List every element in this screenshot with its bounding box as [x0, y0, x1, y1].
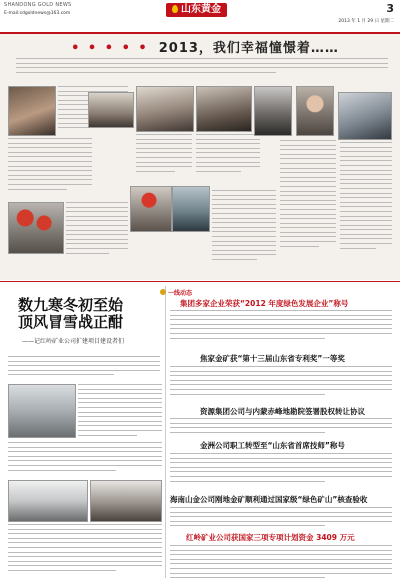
- photo-office-worker: [8, 86, 56, 136]
- feature-title-line1: 数九寒冬初至始: [18, 296, 124, 314]
- brand-english: SHANDONG GOLD NEWS: [4, 2, 72, 8]
- article-column-6: [280, 140, 336, 270]
- photo-man-at-computer: [338, 92, 392, 140]
- photo-two-workers: [88, 92, 134, 128]
- article-column-5: [212, 190, 276, 270]
- top-feature-headline: [0, 37, 400, 56]
- article-column-4: [196, 134, 260, 182]
- photo-lab-worker: [172, 186, 210, 232]
- feature-body-3: [8, 524, 162, 580]
- article-column-1: [8, 138, 92, 198]
- article-column-7: [340, 142, 392, 270]
- headline-dots-left: • • • • •: [71, 41, 149, 56]
- news-headline-2: 焦家金矿获“第十三届山东省专利奖”一等奖: [200, 354, 345, 363]
- news-body-4: [170, 453, 392, 491]
- feature-title: [18, 297, 148, 331]
- section-divider: [0, 281, 400, 282]
- photo-red-hats: [8, 202, 64, 254]
- feature-body-1: [78, 384, 162, 442]
- flame-icon: [172, 5, 178, 13]
- email-line: E-mail:sdgoldnews@163.com: [4, 11, 71, 16]
- headline-text: 2013，我们幸福憧憬着: [158, 41, 311, 56]
- news-body-1: [170, 310, 392, 348]
- news-headline-5: 海南山金公司刚地金矿顺利通过国家级“绿色矿山”核查验收: [170, 495, 368, 504]
- photo-worker-helmet: [130, 186, 172, 232]
- gold-dot-icon: [160, 289, 166, 295]
- news-headline-1: 集团多家企业荣获“2012 年度绿色发展企业”称号: [180, 299, 349, 308]
- headline-ellipsis: ……: [310, 41, 339, 56]
- news-body-6: [170, 545, 392, 579]
- news-body-5: [170, 507, 392, 531]
- photo-man-with-bag: [254, 86, 292, 136]
- feature-body-2: [8, 442, 162, 478]
- news-headline-3: 资源集团公司与内蒙赤峰地勘院签署股权转让协议: [200, 407, 365, 416]
- newspaper-logo: [166, 3, 227, 17]
- article-column-3: [136, 134, 192, 180]
- photo-engineer-desk: [196, 86, 252, 132]
- article-column-2: [66, 202, 128, 262]
- column-rule: [165, 286, 166, 578]
- logo-text: 山东黄金: [181, 4, 221, 15]
- news-headline-4: 金洲公司职工转型至“山东省首席技师”称号: [200, 441, 345, 450]
- feature-subtitle: ——记红岭矿业公司扩建项目建设者们: [22, 338, 125, 345]
- top-feature-lead: [16, 58, 388, 80]
- feature-intro: [8, 356, 160, 380]
- news-headline-6: 红岭矿业公司获国家三项专项计划资金 3409 万元: [186, 533, 355, 542]
- date-line: 2013 年 1 月 29 日 星期二: [338, 19, 394, 24]
- feature-title-line2: 顶风冒雪战正酣: [18, 313, 124, 331]
- news-body-3: [170, 418, 392, 438]
- news-body-2: [170, 366, 392, 404]
- photo-man-in-office: [136, 86, 194, 132]
- page-number: 3: [386, 2, 394, 15]
- photo-snow-workers: [8, 480, 88, 522]
- photo-construction-site: [8, 384, 76, 438]
- column-tag: 一线动态: [168, 290, 193, 297]
- photo-woman-portrait: [296, 86, 334, 136]
- masthead: [0, 0, 400, 34]
- photo-drilling-rig: [90, 480, 162, 522]
